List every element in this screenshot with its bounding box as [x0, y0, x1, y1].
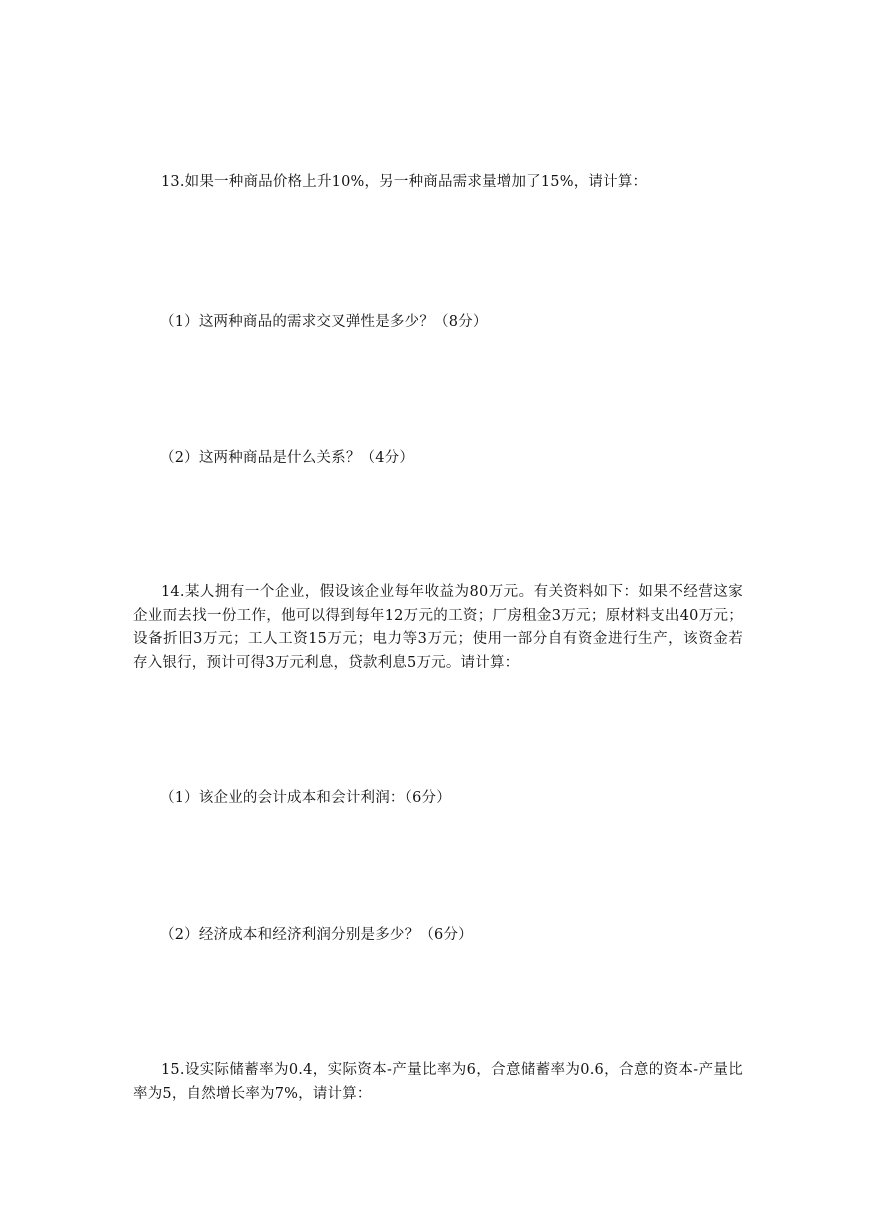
question-14-part-2: （2）经济成本和经济利润分别是多少？（6分）	[160, 927, 473, 943]
question-13-stem: 13.如果一种商品价格上升10%，另一种商品需求量增加了15%，请计算：	[161, 174, 648, 190]
question-14-stem: 14.某人拥有一个企业，假设该企业每年收益为80万元。有关资料如下：如果不经营这家企业而去找一份工作，他可以得到每年12万元的工资；厂房租金3万元；原材料支出40万元；设备折旧3万元；工人工资15万元；电力等3万元；使用一部分自有资金进行生产，该资金若存入银行，预计可得3万元利息，贷款利息5万元。请计算：	[133, 584, 743, 671]
question-14-part-1: （1）该企业的会计成本和会计利润：（6分）	[160, 790, 451, 806]
question-15-stem: 15.设实际储蓄率为0.4，实际资本-产量比率为6，合意储蓄率为0.6，合意的资本-产量比率为5，自然增长率为7%，请计算：	[133, 1062, 743, 1102]
question-13-part-1: （1）这两种商品的需求交叉弹性是多少？（8分）	[160, 314, 488, 330]
question-13-part-2: （2）这两种商品是什么关系？（4分）	[160, 450, 415, 466]
